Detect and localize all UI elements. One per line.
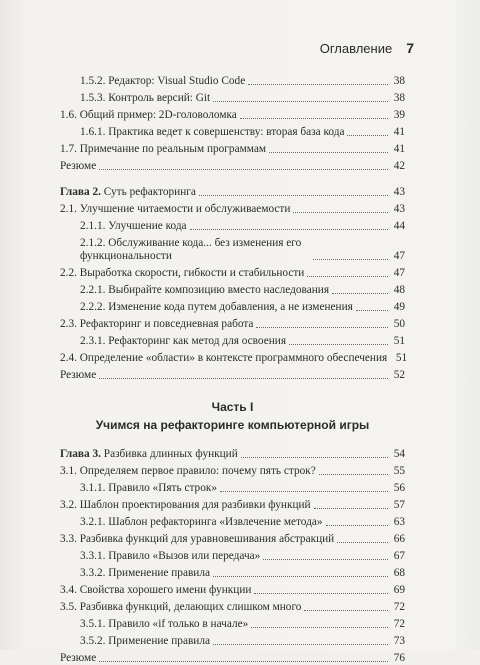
page-number: 7 [406, 40, 414, 56]
dot-leader [213, 575, 388, 577]
dot-leader [314, 507, 388, 509]
dot-leader [337, 541, 388, 543]
toc-entry[interactable] [60, 233, 405, 263]
toc-entry[interactable] [60, 648, 405, 665]
toc-entry-page: 47 [393, 250, 405, 262]
toc-entry-page: 39 [393, 109, 405, 121]
toc-entry[interactable] [60, 597, 405, 614]
toc-entry-page: 73 [393, 635, 405, 647]
toc-entry-label: 3.3. Разбивка функций для уравновешивания абстракций [60, 533, 335, 545]
toc-entry-label: 2.2.1. Выбирайте композицию вместо наследования [80, 284, 330, 296]
dot-leader [289, 343, 388, 345]
chapter-3-entries [60, 461, 405, 665]
toc-entry[interactable] [60, 297, 405, 314]
toc-entry-page: 47 [393, 267, 405, 279]
toc-entry-label: 1.5.2. Редактор: Visual Studio Code [80, 75, 246, 87]
toc-entry[interactable] [60, 495, 405, 512]
dot-leader [307, 275, 388, 277]
dot-leader [326, 524, 388, 526]
toc-entry-label: 3.2.1. Шаблон рефакторинга «Извлечение метода» [80, 516, 323, 528]
toc-entry-label: 1.7. Примечание по реальным программам [60, 143, 266, 155]
chapter-3-prefix: Глава 3. [60, 448, 101, 460]
toc-entry[interactable] [60, 529, 405, 546]
toc-entry[interactable] [60, 348, 408, 365]
dot-leader [190, 228, 388, 230]
toc-entry[interactable] [60, 199, 405, 216]
toc-entry-page: 41 [393, 126, 405, 138]
dot-leader [213, 100, 388, 102]
dot-leader [251, 626, 388, 628]
chapter-2-prefix: Глава 2. [60, 186, 101, 198]
toc-entry[interactable] [60, 631, 405, 648]
toc-entry-page: 49 [393, 301, 405, 313]
toc-entry[interactable] [60, 563, 405, 580]
running-header [320, 40, 414, 56]
dot-leader [269, 151, 388, 153]
toc-entry-page: 66 [393, 533, 405, 545]
dot-leader [213, 643, 388, 645]
chapter-3-heading[interactable] [60, 444, 405, 461]
toc-entry-label: 1.5.3. Контроль версий: Git [80, 92, 211, 104]
toc-entry-label: 1.6. Общий пример: 2D-головоломка [60, 109, 237, 121]
dot-leader [332, 292, 388, 294]
toc-entry-label: 3.3.1. Правило «Вызов или передача» [80, 550, 261, 562]
toc-entry-label: Резюме [60, 652, 97, 664]
toc-entry-label: 3.5. Разбивка функций, делающих слишком много [60, 601, 302, 613]
toc-entry-page: 72 [393, 618, 405, 630]
toc-entry-page: 51 [395, 352, 408, 364]
toc-entry-page: 44 [393, 220, 405, 232]
toc-entry[interactable] [60, 580, 405, 597]
toc-entry-page: 48 [393, 284, 405, 296]
dot-leader [304, 609, 388, 611]
chapter-2-heading[interactable] [60, 182, 405, 199]
toc-entry-label: 1.6.1. Практика ведет к совершенству: вторая база кода [80, 126, 345, 138]
part-heading [60, 398, 405, 434]
toc-entry[interactable] [60, 365, 405, 382]
toc-entry[interactable] [60, 88, 405, 105]
dot-leader [248, 83, 388, 85]
dot-leader [240, 117, 388, 119]
toc-entry-page: 52 [393, 369, 405, 381]
toc-entry-label: 2.1. Улучшение читаемости и обслуживаемости [60, 203, 291, 215]
chapter-3-title: Разбивка длинных функций [103, 448, 238, 460]
toc-entry-label: 3.4. Свойства хорошего имени функции [60, 584, 252, 596]
toc-entry-label: 3.5.2. Применение правила [80, 635, 210, 647]
toc-entry-label: 3.1. Определяем первое правило: почему пять строк? [60, 465, 316, 477]
toc-entry[interactable] [60, 263, 405, 280]
chapter-2-page: 43 [393, 186, 405, 198]
part-title: Учимся на рефакторинге компьютерной игры [95, 418, 370, 432]
toc-entry-label: 2.2.2. Изменение кода путем добавления, а не изменения [80, 301, 353, 313]
toc-entry-label: 3.5.1. Правило «if только в начале» [80, 618, 249, 630]
toc-entry[interactable] [60, 122, 405, 139]
toc-entry-label: Резюме [60, 369, 97, 381]
dot-leader [220, 490, 388, 492]
toc-entry-label: 2.2. Выработка скорости, гибкости и стабильности [60, 267, 305, 279]
toc-entry-label: 3.3.2. Применение правила [80, 567, 210, 579]
dot-leader [99, 377, 388, 379]
toc-entry[interactable] [60, 280, 405, 297]
chapter-2-entries [60, 199, 408, 382]
toc-entry-page: 63 [393, 516, 405, 528]
toc-entry-page: 67 [393, 550, 405, 562]
toc-entry[interactable] [60, 105, 405, 122]
dot-leader [313, 258, 388, 260]
toc-entry-page: 42 [393, 160, 405, 172]
toc-entry[interactable] [60, 139, 405, 156]
toc-entry[interactable] [60, 71, 405, 88]
toc-entry[interactable] [60, 216, 405, 233]
toc-entry[interactable] [60, 614, 405, 631]
toc-entry-page: 38 [393, 75, 405, 87]
toc-entry[interactable] [60, 461, 405, 478]
toc-entry-label: 2.3.1. Рефакторинг как метод для освоения [80, 335, 287, 347]
toc-entry-label: 2.1.1. Улучшение кода [80, 220, 187, 232]
dot-leader [99, 168, 388, 170]
toc-entry-page: 56 [393, 482, 405, 494]
running-header-title: Оглавление [319, 41, 393, 56]
toc-entry-label: Резюме [60, 160, 97, 172]
toc-entry-label: 3.1.1. Правило «Пять строк» [80, 482, 217, 494]
toc-entry-page: 76 [393, 652, 405, 664]
toc-entry-page: 51 [393, 335, 405, 347]
chapter-3-page: 54 [393, 448, 405, 460]
toc-entry-page: 57 [393, 499, 405, 511]
dot-leader [347, 134, 388, 136]
toc-entry-page: 69 [393, 584, 405, 596]
toc-entry-page: 50 [393, 318, 405, 330]
toc-entry-page: 55 [393, 465, 405, 477]
toc-entry[interactable] [60, 478, 405, 495]
toc-entry[interactable] [60, 331, 405, 348]
dot-leader [293, 211, 388, 213]
toc-entry[interactable] [60, 512, 405, 529]
toc-entry-page: 38 [393, 92, 405, 104]
toc-entry-page: 43 [393, 203, 405, 215]
toc-top-section [60, 71, 405, 173]
toc-entry-label: 2.3. Рефакторинг и повседневная работа [60, 318, 254, 330]
toc-entry-page: 68 [393, 567, 405, 579]
toc-entry[interactable] [60, 314, 405, 331]
dot-leader [256, 326, 388, 328]
dot-leader [254, 592, 388, 594]
toc-entry[interactable] [60, 156, 405, 173]
dot-leader [263, 558, 388, 560]
dot-leader [319, 473, 388, 475]
toc-entry-label: 2.4. Определение «области» в контексте программного обеспечения [60, 352, 388, 364]
toc-entry-label: 3.2. Шаблон проектирования для разбивки функций [60, 499, 311, 511]
dot-leader [99, 660, 388, 662]
table-of-contents [60, 71, 408, 665]
toc-entry-page: 41 [393, 143, 405, 155]
toc-entry-label: 2.1.2. Обслуживание кода... без изменения его функциональности [80, 237, 302, 262]
toc-entry[interactable] [60, 546, 405, 563]
toc-entry-page: 72 [393, 601, 405, 613]
chapter-2-title: Суть рефакторинга [103, 186, 196, 198]
dot-leader [356, 309, 388, 311]
part-number: Часть I [211, 400, 254, 414]
